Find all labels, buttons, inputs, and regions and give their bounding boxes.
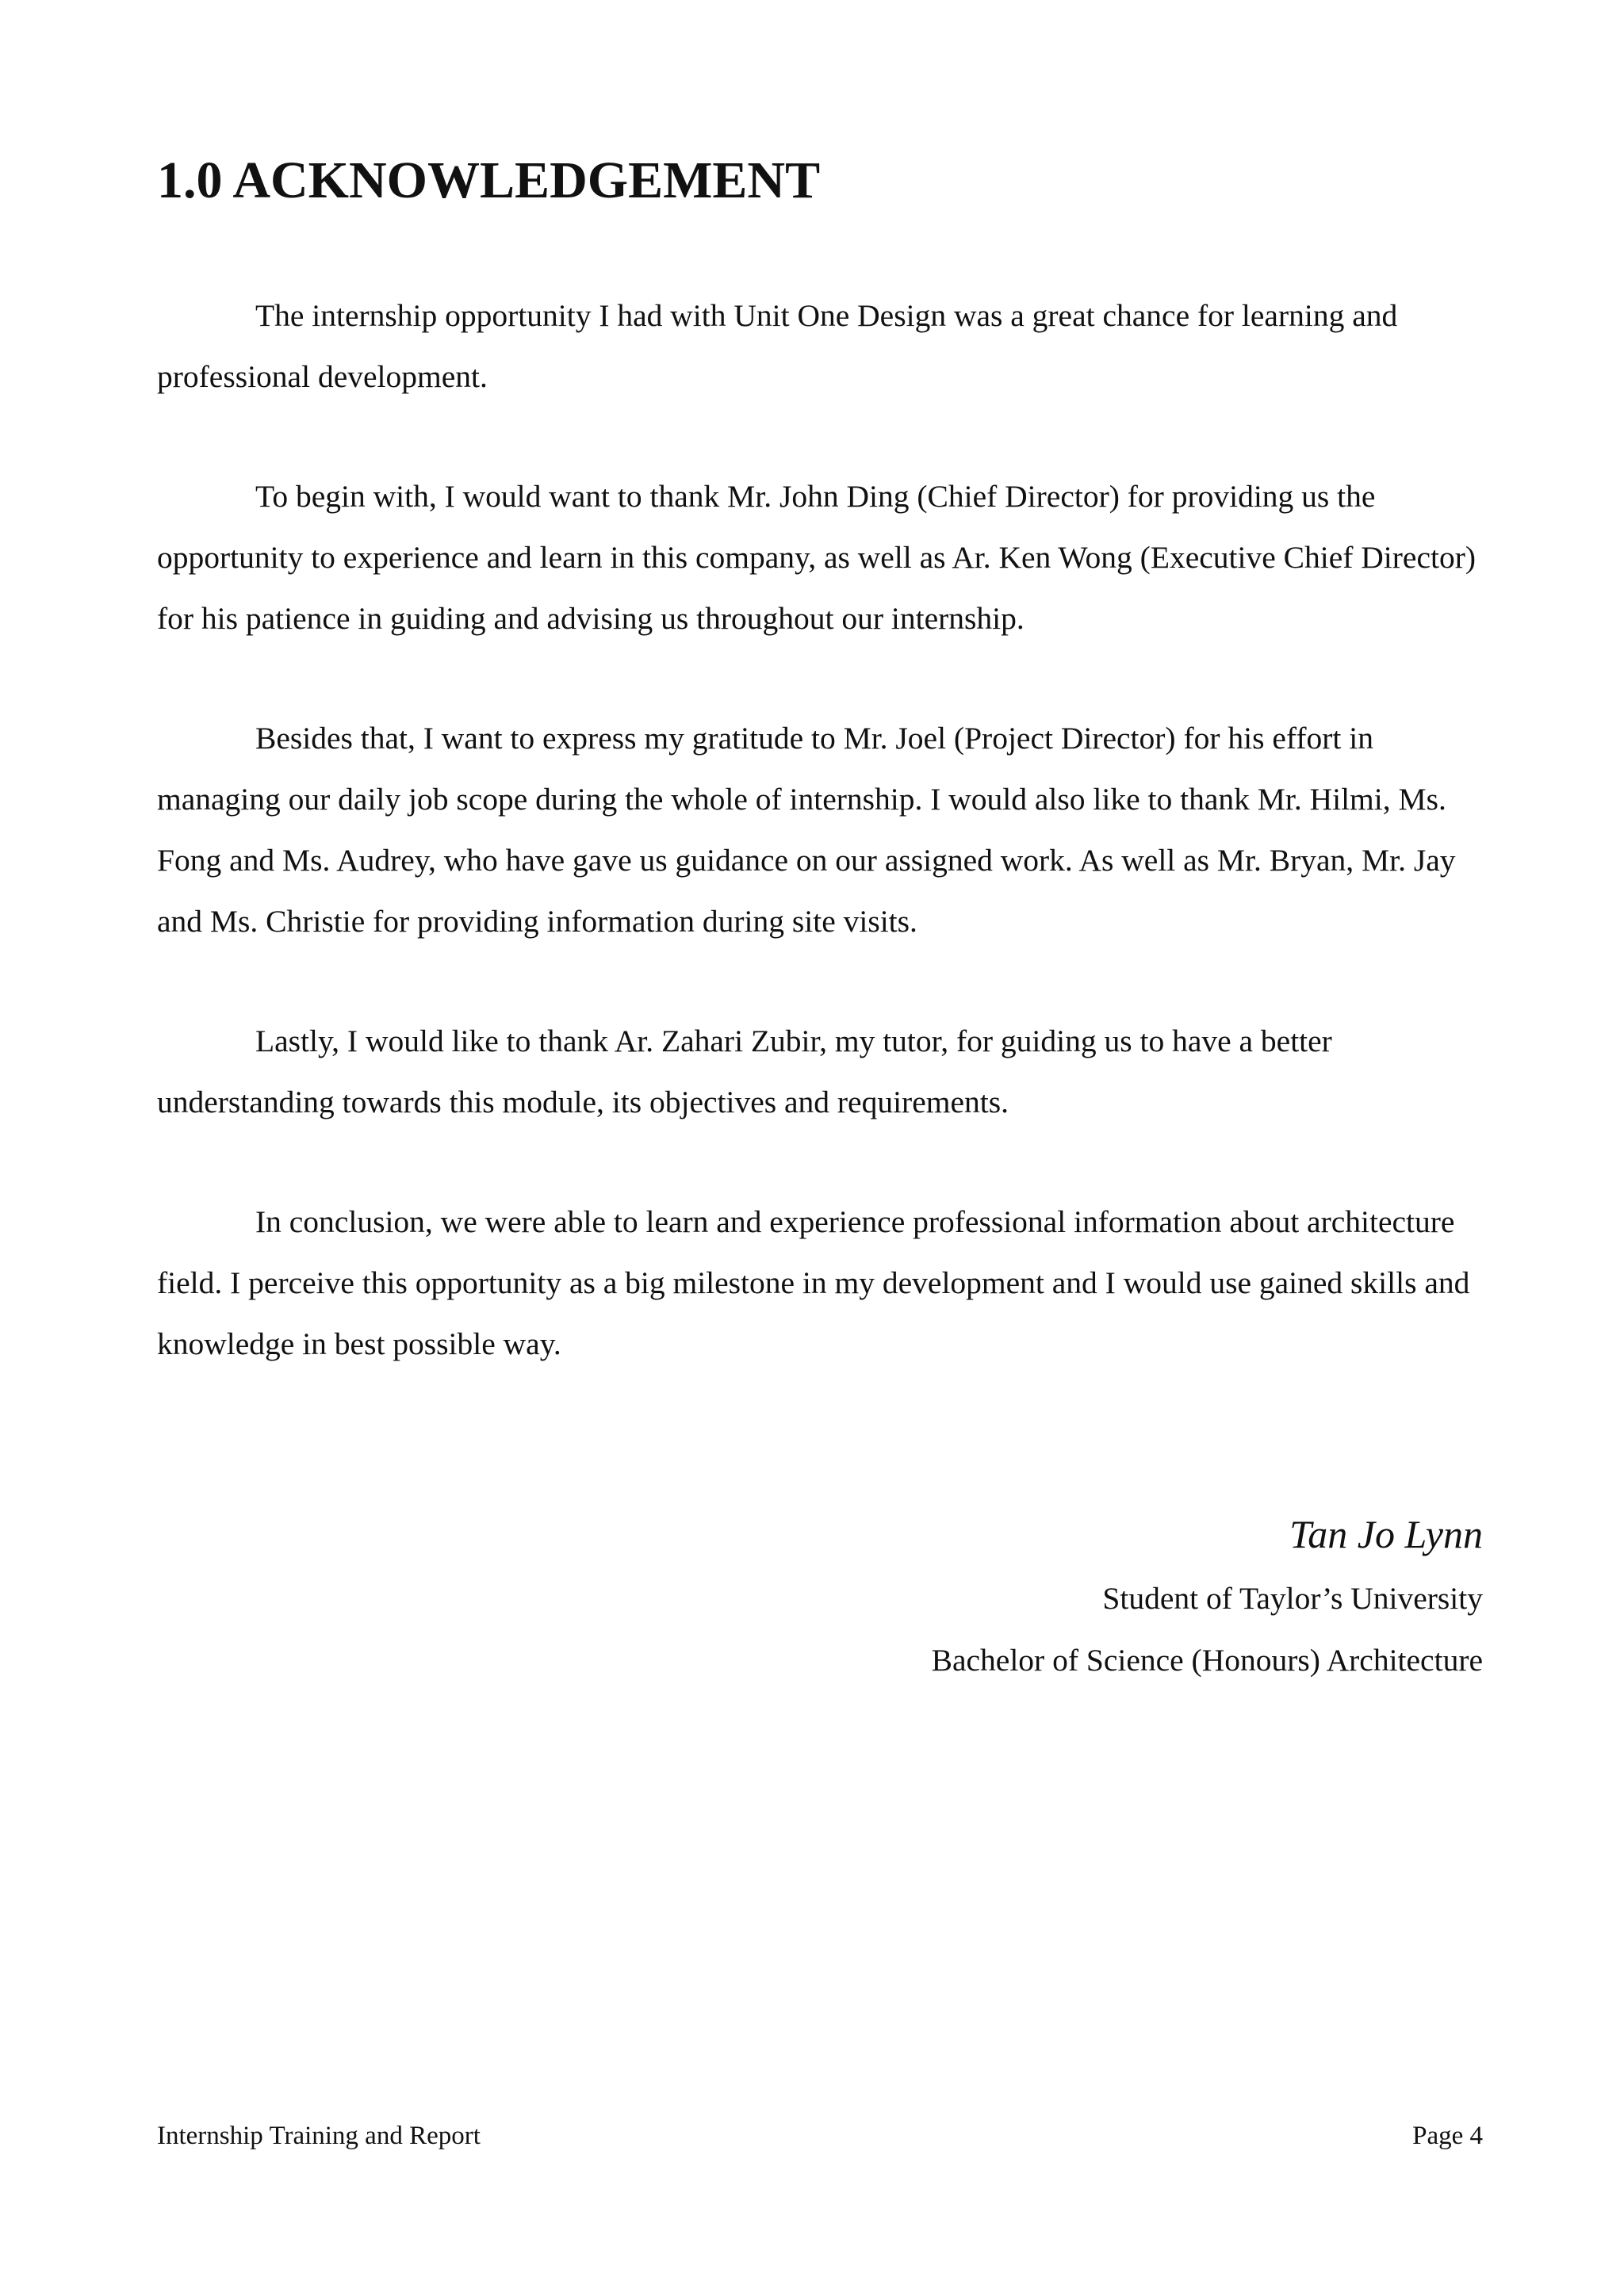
signature-programme: Bachelor of Science (Honours) Architecture [931,1643,1483,1678]
footer-page-number: Page 4 [1412,2122,1483,2150]
paragraph-thanks-directors: To begin with, I would want to thank Mr. John Ding (Chief Director) for providing us the opportunity to experience and learn in this company, as well as Ar. Ken Wong (Executive Chief Director) for his patience in guiding and advising us throughout our internship. [157,479,1477,636]
signature-block [932,1501,1483,1691]
acknowledgement-body [157,285,1483,1433]
paragraph-intro: The internship opportunity I had with Unit One Design was a great chance for learning and professional development. [157,298,1398,394]
paragraph-thanks-staff: Besides that, I want to express my gratitude to Mr. Joel (Project Director) for his effort in managing our daily job scope during the whole of internship. I would also like to thank Mr. Hilmi, Ms. Fong and Ms. Audrey, who have gave us guidance on our assigned work. As well as Mr. Bryan, Mr. Jay and Ms. Christie for providing information during site visits. [157,721,1456,939]
signature-name: Tan Jo Lynn [1289,1512,1483,1556]
section-heading: 1.0 ACKNOWLEDGEMENT [157,151,821,209]
signature-university: Student of Taylor’s University [1102,1581,1483,1616]
footer-report-title: Internship Training and Report [157,2122,481,2150]
paragraph-conclusion: In conclusion, we were able to learn and experience professional information about architecture field. I perceive this opportunity as a big milestone in my development and I would use gained skills and knowledge in best possible way. [157,1204,1470,1361]
paragraph-thanks-tutor: Lastly, I would like to thank Ar. Zahari Zubir, my tutor, for guiding us to have a better understanding towards this module, its objectives and requirements. [157,1024,1332,1119]
